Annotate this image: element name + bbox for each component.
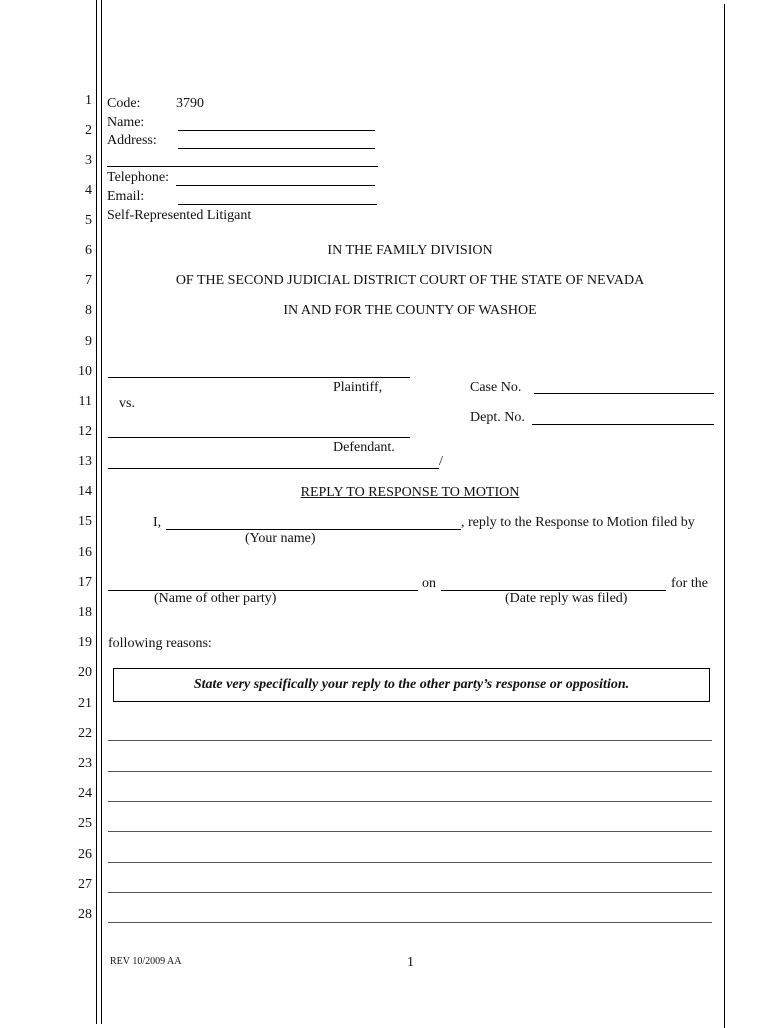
- case-no-label: Case No.: [470, 380, 522, 395]
- line-number: 3: [85, 153, 92, 168]
- reply-line[interactable]: [108, 801, 712, 802]
- court-heading-3: IN AND FOR THE COUNTY OF WASHOE: [283, 303, 537, 318]
- name-label: Name:: [107, 115, 145, 130]
- line-number: 24: [78, 786, 92, 801]
- litigant-label: Self-Represented Litigant: [107, 208, 252, 223]
- line-number: 17: [78, 575, 92, 590]
- case-no-field[interactable]: [534, 393, 714, 394]
- line-number: 25: [78, 816, 92, 831]
- line-number: 22: [78, 726, 92, 741]
- defendant-field[interactable]: [108, 437, 410, 438]
- plaintiff-field[interactable]: [108, 377, 410, 378]
- your-name-hint: (Your name): [245, 531, 316, 546]
- following-reasons: following reasons:: [108, 636, 212, 651]
- line-number: 6: [85, 243, 92, 258]
- for-the-label: for the: [671, 576, 708, 591]
- dept-no-label: Dept. No.: [470, 410, 525, 425]
- line-number: 1: [85, 93, 92, 108]
- instruction-text: State very specifically your reply to the other party’s response or opposition.: [193, 677, 630, 692]
- court-heading-1: IN THE FAMILY DIVISION: [327, 243, 493, 258]
- on-label: on: [422, 576, 436, 591]
- i-label: I,: [153, 515, 162, 530]
- line-number: 13: [78, 454, 92, 469]
- right-border: [724, 4, 725, 1028]
- caption-close-line: [108, 468, 439, 469]
- line-number: 2: [85, 123, 92, 138]
- dept-no-field[interactable]: [532, 424, 714, 425]
- document-title: REPLY TO RESPONSE TO MOTION: [300, 485, 520, 500]
- reply-line[interactable]: [108, 740, 712, 741]
- court-heading-2: OF THE SECOND JUDICIAL DISTRICT COURT OF THE STATE OF NEVADA: [175, 273, 645, 288]
- page-number: 1: [407, 955, 414, 970]
- code-value: 3790: [176, 96, 204, 111]
- line-number: 21: [78, 696, 92, 711]
- line-number: 26: [78, 847, 92, 862]
- caption-slash: /: [439, 454, 443, 469]
- line-number: 14: [78, 484, 92, 499]
- reply-text: , reply to the Response to Motion filed by: [461, 515, 695, 530]
- line-number: 20: [78, 665, 92, 680]
- left-border-outer: [96, 0, 97, 1024]
- other-party-hint: (Name of other party): [154, 591, 277, 606]
- reply-line[interactable]: [108, 831, 712, 832]
- line-number: 19: [78, 635, 92, 650]
- line-number: 8: [85, 303, 92, 318]
- email-label: Email:: [107, 189, 145, 204]
- your-name-field[interactable]: [166, 529, 461, 530]
- line-number: 10: [78, 364, 92, 379]
- line-number: 5: [85, 213, 92, 228]
- code-label: Code:: [107, 96, 141, 111]
- line-number: 23: [78, 756, 92, 771]
- vs-label: vs.: [119, 396, 135, 411]
- reply-line[interactable]: [108, 922, 712, 923]
- defendant-label: Defendant.: [333, 440, 395, 455]
- email-field[interactable]: [178, 204, 377, 205]
- revision-label: REV 10/2009 AA: [110, 956, 182, 967]
- line-number: 4: [85, 183, 92, 198]
- name-field[interactable]: [178, 130, 375, 131]
- line-number: 12: [78, 424, 92, 439]
- left-border-inner: [101, 0, 102, 1024]
- address-label: Address:: [107, 133, 157, 148]
- reply-line[interactable]: [108, 862, 712, 863]
- reply-line[interactable]: [108, 771, 712, 772]
- line-number: 11: [78, 394, 92, 409]
- date-hint: (Date reply was filed): [505, 591, 628, 606]
- line-number: 7: [85, 273, 92, 288]
- line-number: 28: [78, 907, 92, 922]
- line-number: 9: [85, 334, 92, 349]
- line-number: 16: [78, 545, 92, 560]
- plaintiff-label: Plaintiff,: [333, 380, 383, 395]
- address-field[interactable]: [178, 148, 375, 149]
- address-field-line2[interactable]: [107, 166, 378, 167]
- instruction-box: [113, 668, 710, 702]
- telephone-label: Telephone:: [107, 170, 169, 185]
- line-number: 15: [78, 514, 92, 529]
- telephone-field[interactable]: [176, 185, 375, 186]
- line-number: 27: [78, 877, 92, 892]
- line-number: 18: [78, 605, 92, 620]
- reply-line[interactable]: [108, 892, 712, 893]
